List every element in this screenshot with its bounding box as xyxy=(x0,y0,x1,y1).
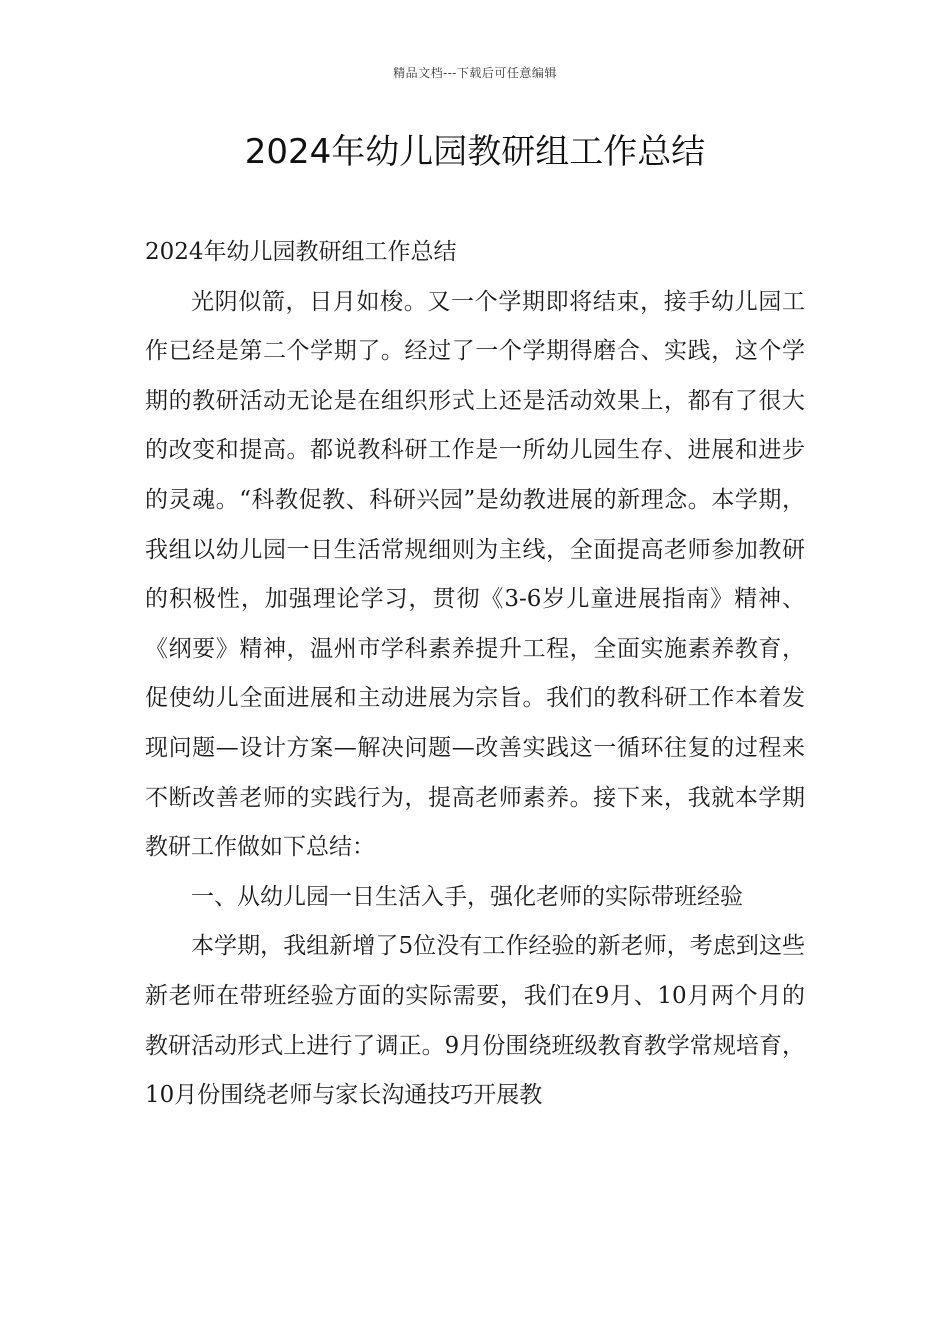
document-body xyxy=(145,228,805,1121)
header-note: 精品文档---下载后可任意编辑 xyxy=(393,66,557,80)
document-title: 2024年幼儿园教研组工作总结 xyxy=(244,132,706,172)
section-heading-1: 一、从幼儿园一日生活入手，强化老师的实际带班经验 xyxy=(191,883,743,910)
paragraph-intro: 光阴似箭，日月如梭。又一个学期即将结束，接手幼儿园工作已经是第二个学期了。经过了一个学期得磨合、实践，这个学期的教研活动无论是在组织形式上还是活动效果上，都有了很大的改变和提高。都说教科研工作是一所幼儿园生存、进展和进步的灵魂。“科教促教、科研兴园”是幼教进展的新理念。本学期，我组以幼儿园一日生活常规细则为主线，全面提高老师参加教研的积极性，加强理论学习，贯彻《3-6岁儿童进展指南》精神、《纲要》精神，温州市学科素养提升工程，全面实施素养教育，促使幼儿全面进展和主动进展为宗旨。我们的教科研工作本着发现问题—设计方案—解决问题—改善实践这一循环往复的过程来不断改善老师的实践行为，提高老师素养。接下来，我就本学期教研工作做如下总结： xyxy=(145,288,805,861)
body-subtitle: 2024年幼儿园教研组工作总结 xyxy=(145,239,457,265)
paragraph-section-1: 本学期，我组新增了5位没有工作经验的新老师，考虑到这些新老师在带班经验方面的实际需要，我们在9月、10月两个月的教研活动形式上进行了调正。9月份围绕班级教育教学常规培育，10月份围绕老师与家长沟通技巧开展教 xyxy=(145,933,805,1109)
